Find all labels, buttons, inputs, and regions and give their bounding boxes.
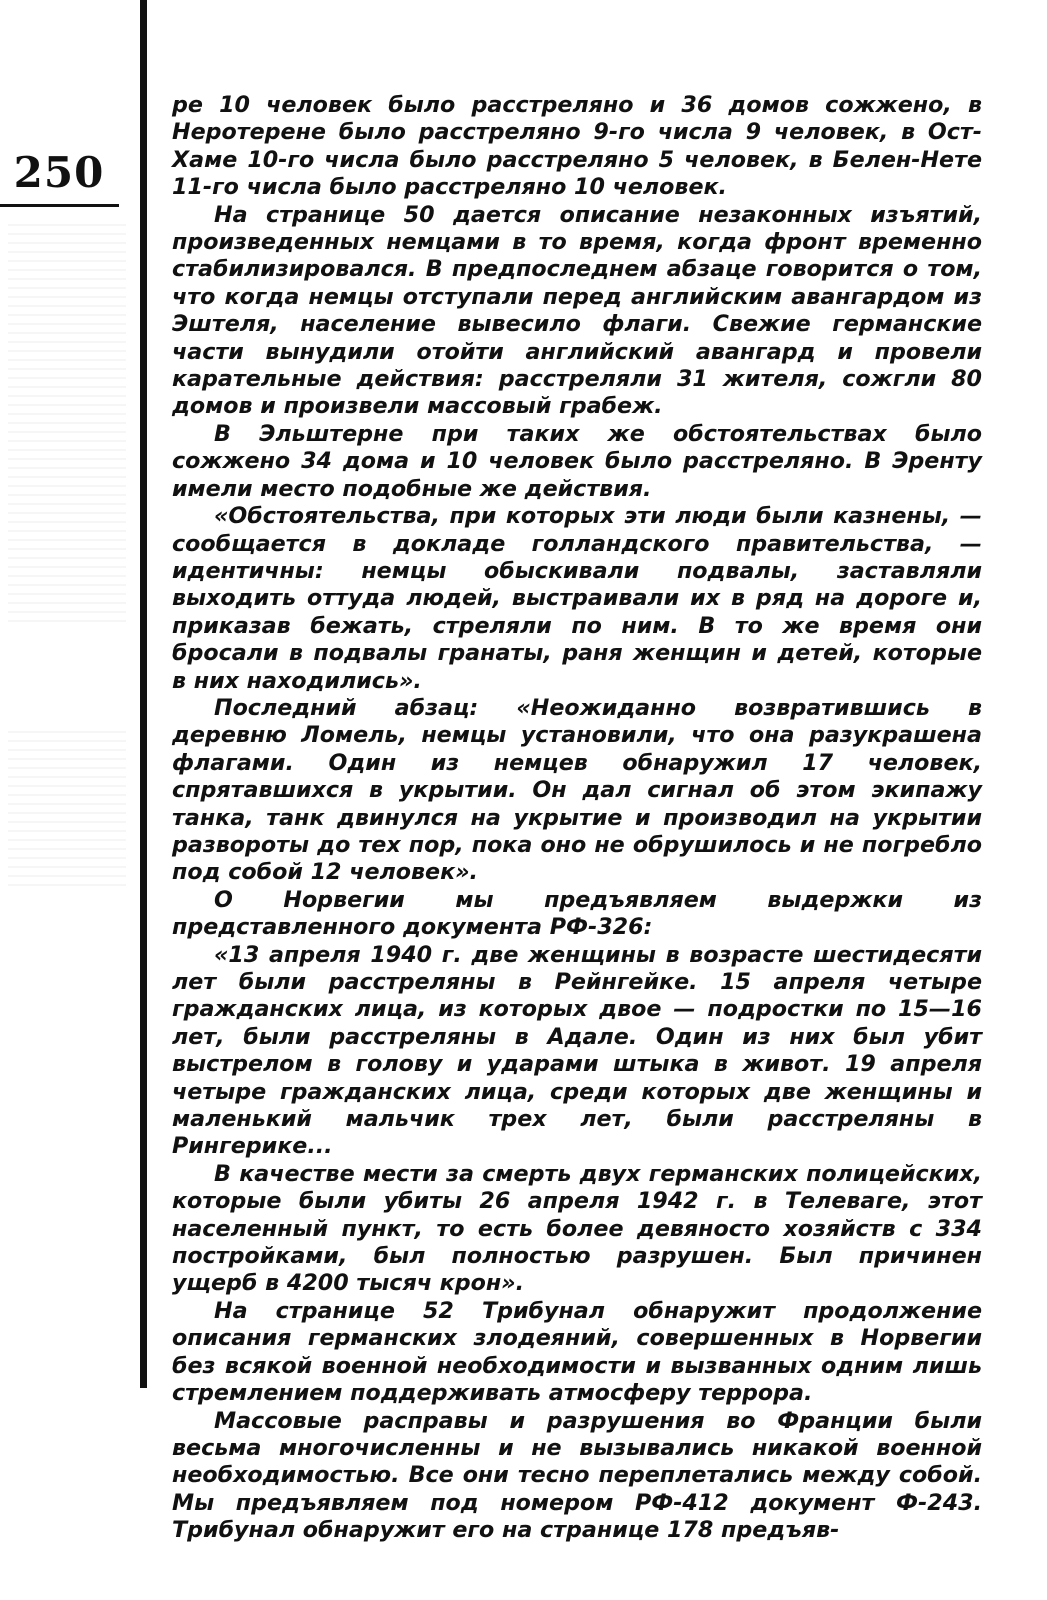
paragraph: На странице 52 Трибунал обнаружит продолжение описания германских злодеяний, совершенных в Норвегии без всякой военной необходимости и вызванных одним лишь стремлением поддерживать атмосферу террора. <box>172 1297 982 1407</box>
page-number-rule <box>0 204 119 207</box>
paragraph: В качестве мести за смерть двух германских полицейских, которые были убиты 26 апреля 1942 г. в Телеваге, этот населенный пункт, то есть более девяносто хозяйств с 334 постройками, был полностью разрушен. Был причинен ущерб в 4200 тысяч крон». <box>172 1160 982 1297</box>
paragraph: На странице 50 дается описание незаконных изъятий, произведенных немцами в то время, когда фронт временно стабилизировался. В предпоследнем абзаце говорится о том, что когда немцы отступали перед английским авангардом из Эштеля, население вывесило флаги. Свежие германские части вынудили отойти английский авангард и провели карательные действия: расстреляли 31 жителя, сожгли 80 домов и произвели массовый грабеж. <box>172 201 982 420</box>
paragraph: «Обстоятельства, при которых эти люди были казнены, — сообщается в докладе голландского правительства, — идентичны: немцы обыскивали подвалы, заставляли выходить оттуда людей, выстраивали их в ряд на дороге и, приказав бежать, стреляли по ним. В то же время они бросали в подвалы гранаты, раня женщин и детей, которые в них находились». <box>172 503 982 694</box>
paragraph: О Норвегии мы предъявляем выдержки из представленного документа РФ-326: <box>172 886 982 941</box>
margin-bleed-through <box>8 728 126 886</box>
text-column <box>172 92 982 1545</box>
margin-rule <box>140 0 147 1388</box>
paragraph: Массовые расправы и разрушения во Франции были весьма многочисленны и не вызывались никакой военной необходимостью. Все они тесно переплетались между собой. Мы предъявляем под номером РФ-412 документ Ф-243. Трибунал обнаружит его на странице 178 предъяв- <box>172 1407 982 1544</box>
paragraph: В Эльштерне при таких же обстоятельствах было сожжено 34 дома и 10 человек было расстреляно. В Эренту имели место подобные же действия. <box>172 420 982 502</box>
paragraph: Последний абзац: «Неожиданно возвратившись в деревню Ломель, немцы установили, что она разукрашена флагами. Один из немцев обнаружил 17 человек, спрятавшихся в укрытии. Он дал сигнал об этом экипажу танка, танк двинулся на укрытие и производил на укрытии развороты до тех пор, пока оно не обрушилось и не погребло под собой 12 человек». <box>172 694 982 886</box>
margin-bleed-through <box>8 222 126 622</box>
page-number: 250 <box>13 148 105 197</box>
paragraph: ре 10 человек было расстреляно и 36 домов сожжено, в Неротерене было расстреляно 9-го числа 9 человек, в Ост-Хаме 10-го числа было расстреляно 5 человек, в Белен-Нете 11-го числа было расстреляно 10 человек. <box>172 92 982 201</box>
paragraph: «13 апреля 1940 г. две женщины в возрасте шестидесяти лет были расстреляны в Рейнгейке. 15 апреля четыре гражданских лица, из которых двое — подростки по 15—16 лет, были расстреляны в Адале. Один из них был убит выстрелом в голову и ударами штыка в живот. 19 апреля четыре гражданских лица, среди которых две женщины и маленький мальчик трех лет, были расстреляны в Рингерике... <box>172 941 982 1160</box>
